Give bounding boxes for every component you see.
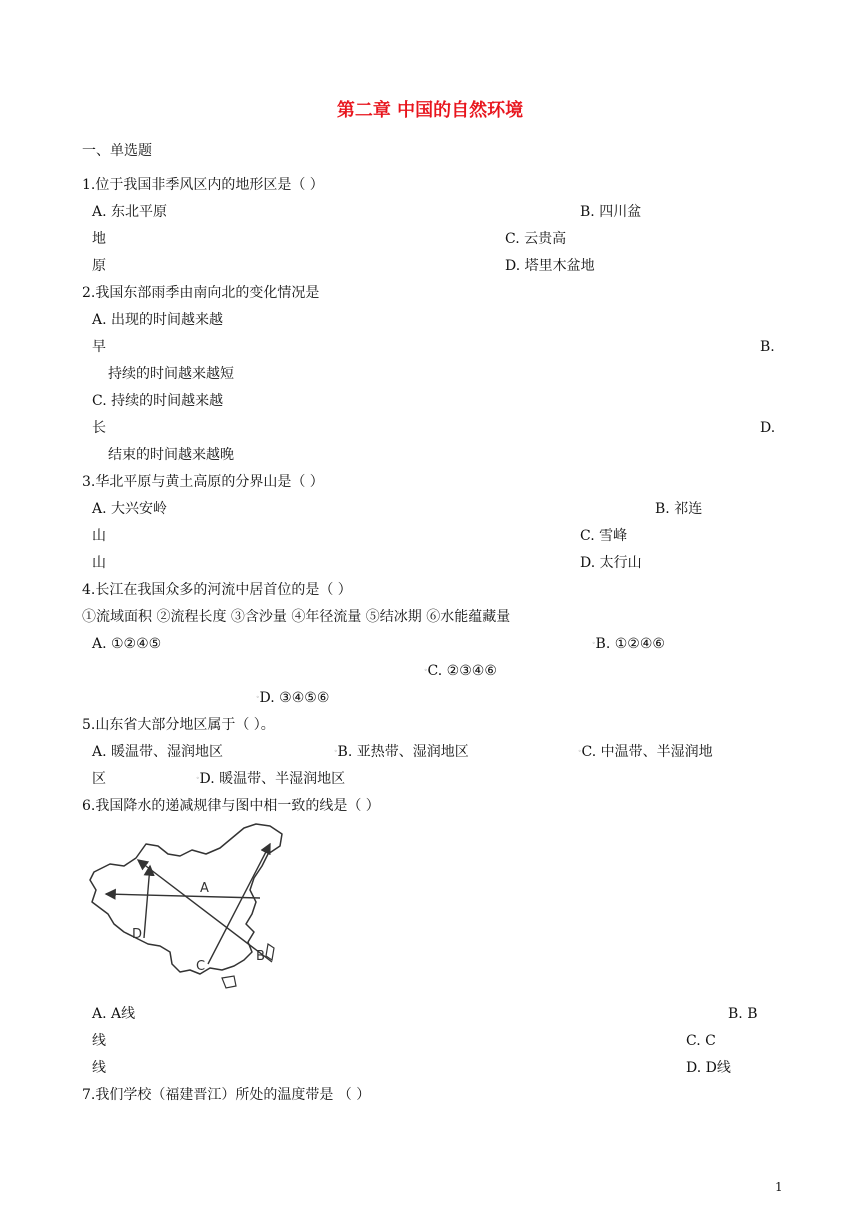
question-2-option-d-letter: D. <box>760 420 776 436</box>
question-3-option-b-cont: 山 <box>92 528 106 544</box>
question-5-option-c-cont: 区 <box>92 771 106 787</box>
question-5-option-d: ◦D. 暖温带、半湿润地区 <box>196 771 346 787</box>
hainan-outline <box>222 976 236 988</box>
china-map-figure <box>84 820 294 1000</box>
line-c <box>208 844 270 964</box>
question-3-option-d: D. 太行山 <box>580 555 642 571</box>
question-2-option-d: 结束的时间越来越晚 <box>108 447 234 463</box>
question-1-option-a: A. 东北平原 <box>92 204 168 220</box>
line-d <box>144 866 150 938</box>
question-1-option-b: B. 四川盆 <box>580 204 642 220</box>
question-2-option-b-letter: B. <box>760 339 775 355</box>
question-4-stem: 4.长江在我国众多的河流中居首位的是（ ） <box>82 582 352 598</box>
section-heading: 一、单选题 <box>82 143 152 159</box>
question-6-option-d: D. D线 <box>686 1060 731 1076</box>
question-5-option-a: A. 暖温带、湿润地区 <box>92 744 224 760</box>
question-5-option-c: ◦C. 中温带、半湿润地 <box>578 744 713 760</box>
anchor-mark: ◦ <box>424 667 428 674</box>
question-1-option-c-cont: 原 <box>92 258 106 274</box>
question-6-option-c-cont: 线 <box>92 1060 106 1076</box>
anchor-mark: ◦ <box>196 775 200 782</box>
question-3-option-b: B. 祁连 <box>655 501 703 517</box>
question-5-option-b: ◦B. 亚热带、湿润地区 <box>334 744 469 760</box>
china-outline <box>90 824 282 974</box>
anchor-mark: ◦ <box>256 694 260 701</box>
question-3-option-c-cont: 山 <box>92 555 106 571</box>
question-4-option-c: ◦C. ②③④⑥ <box>424 663 497 679</box>
map-label-b: B <box>256 949 265 964</box>
question-1-stem: 1.位于我国非季风区内的地形区是（ ） <box>82 177 324 193</box>
question-2-option-a: A. 出现的时间越来越 <box>92 312 224 328</box>
question-6-option-b: B. B <box>728 1006 758 1022</box>
anchor-mark: ◦ <box>592 640 596 647</box>
map-label-a: A <box>200 881 209 896</box>
question-1-option-c: C. 云贵高 <box>505 231 567 247</box>
map-label-c: C <box>196 959 206 974</box>
question-2-option-a-cont: 早 <box>92 339 106 355</box>
question-6-option-c: C. C <box>686 1033 716 1049</box>
question-7-stem: 7.我们学校（福建晋江）所处的温度带是 （ ） <box>82 1087 371 1103</box>
question-2-stem: 2.我国东部雨季由南向北的变化情况是 <box>82 285 320 301</box>
question-2-option-c-cont: 长 <box>92 420 106 436</box>
question-3-option-a: A. 大兴安岭 <box>92 501 168 517</box>
chapter-title: 第二章 中国的自然环境 <box>336 100 524 121</box>
question-5-stem: 5.山东省大部分地区属于（ ）。 <box>82 717 275 733</box>
question-6-option-b-cont: 线 <box>92 1033 106 1049</box>
anchor-mark: ◦ <box>334 748 338 755</box>
question-1-option-d: D. 塔里木盆地 <box>505 258 595 274</box>
anchor-mark: ◦ <box>578 748 582 755</box>
question-3-option-c: C. 雪峰 <box>580 528 628 544</box>
question-4-option-b: ◦B. ①②④⑥ <box>592 636 665 652</box>
question-2-option-c: C. 持续的时间越来越 <box>92 393 224 409</box>
line-b <box>138 860 272 962</box>
question-4-option-d: ◦D. ③④⑤⑥ <box>256 690 330 706</box>
question-3-stem: 3.华北平原与黄土高原的分界山是（ ） <box>82 474 324 490</box>
question-1-option-b-cont: 地 <box>92 231 106 247</box>
question-6-stem: 6.我国降水的递减规律与图中相一致的线是（ ） <box>82 798 380 814</box>
question-4-option-a: A. ①②④⑤ <box>92 636 162 652</box>
question-2-option-b: 持续的时间越来越短 <box>108 366 234 382</box>
question-4-items: ①流域面积 ②流程长度 ③含沙量 ④年径流量 ⑤结冰期 ⑥水能蕴藏量 <box>82 609 511 625</box>
question-6-option-a: A. A线 <box>92 1006 136 1022</box>
page-number: 1 <box>775 1180 783 1194</box>
map-label-d: D <box>132 927 143 942</box>
